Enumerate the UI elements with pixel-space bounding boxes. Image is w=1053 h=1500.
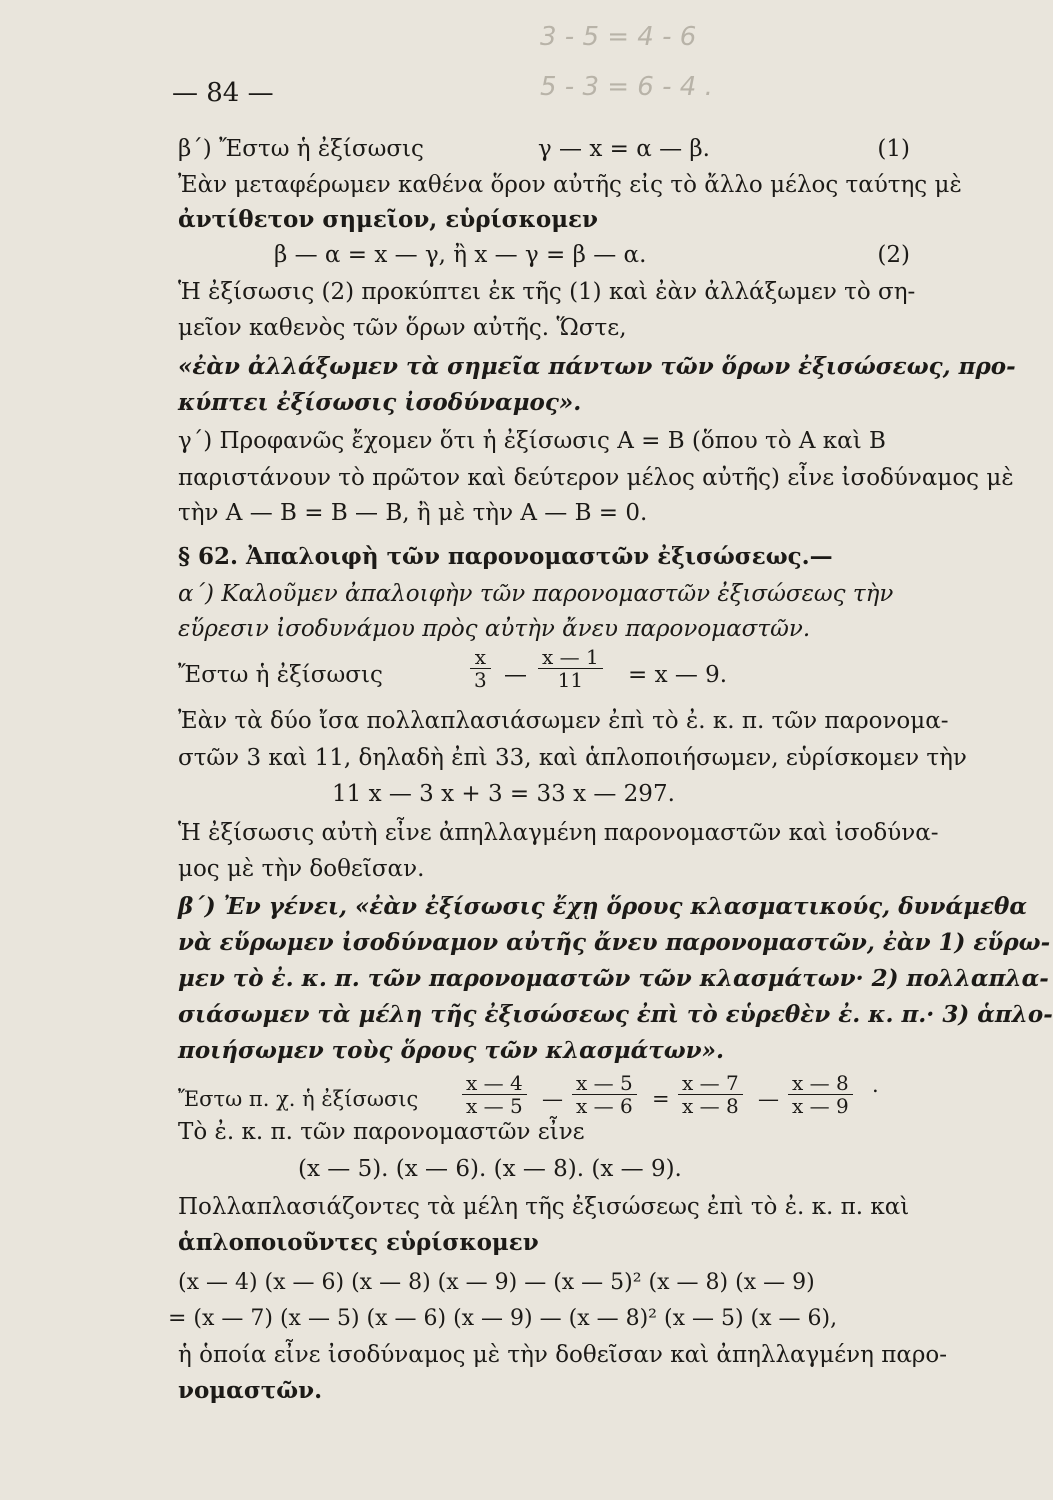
text-line: Πολλαπλασιάζοντες τὰ μέλη τῆς ἐξισώσεως ἐπὶ τὸ ἐ. κ. π. καὶ (178, 1194, 910, 1220)
rule-statement: «ἐὰν ἀλλάξωμεν τὰ σημεῖα πάντων τῶν ὅρων ἐξισώσεως, προ- (178, 353, 1016, 380)
text-line: ἡ ὁποία εἶνε ἰσοδύναμος μὲ τὴν δοθεῖσαν καὶ ἀπηλλαγμένη παρο- (178, 1342, 948, 1368)
equation-1: γ — x = α — β. (538, 136, 710, 162)
equation-line-5: (x — 4) (x — 6) (x — 8) (x — 9) — (x — 5)² (x — 8) (x — 9) (178, 1270, 815, 1295)
text-line: μος μὲ τὴν δοθεῖσαν. (178, 856, 425, 882)
text-line: μεῖον καθενὸς τῶν ὅρων αὐτῆς. Ὥστε, (178, 315, 627, 341)
text-line: Τὸ ἐ. κ. π. τῶν παρονομαστῶν εἶνε (178, 1119, 585, 1145)
text-line: Ἡ ἐξίσωσις (2) προκύπτει ἐκ τῆς (1) καὶ ἐὰν ἀλλάξωμεν τὸ ση- (178, 279, 916, 305)
rule-statement: β΄) Ἐν γένει, «ἐὰν ἐξίσωσις ἔχῃ ὅρους κλασματικούς, δυνάμεθα (178, 893, 1028, 920)
text-line: ἀντίθετον σημεῖον, εὑρίσκομεν (178, 206, 598, 233)
text-line: Ἐὰν τὰ δύο ἴσα πολλαπλασιάσωμεν ἐπὶ τὸ ἐ. κ. π. τῶν παρονομα- (178, 708, 949, 734)
equation-line-6: = (x — 7) (x — 5) (x — 6) (x — 9) — (x — 8)² (x — 5) (x — 6), (168, 1306, 838, 1331)
fraction: $\frac{x — 7}{x — 8}$ (678, 1072, 743, 1117)
text-line: γ΄) Προφανῶς ἔχομεν ὅτι ἡ ἐξίσωσις Α = Β (ὅπου τὸ Α καὶ Β (178, 428, 886, 454)
fraction-equation-1: Ἔστω ἡ ἐξίσωσις $\frac{x}{3}$ — $\frac{x — 1}{11}$ = x — 9. (178, 645, 728, 692)
pencil-note-1: 3 - 5 = 4 - 6 (540, 22, 697, 52)
fraction: $\frac{x — 1}{11}$ (538, 646, 603, 691)
page-number: — 84 — (172, 78, 274, 108)
fraction: $\frac{x — 4}{x — 5}$ (462, 1072, 527, 1117)
text-line: τὴν Α — Β = Β — Β, ἢ μὲ τὴν Α — Β = 0. (178, 500, 648, 526)
fraction: $\frac{x}{3}$ (470, 646, 491, 691)
rule-statement: ποιήσωμεν τοὺς ὅρους τῶν κλασμάτων». (178, 1037, 725, 1064)
equation-4: (x — 5). (x — 6). (x — 8). (x — 9). (298, 1156, 682, 1182)
equation-3: 11 x — 3 x + 3 = 33 x — 297. (332, 781, 675, 807)
fraction-equation-2: Ἔστω π. χ. ἡ ἐξίσωσις $\frac{x — 4}{x — 5}$ — $\frac{x — 5}{x — 6}$ = $\frac{x — 7}{x — 8}$ — $\frac{x — 8}{x — 9}$ . (178, 1071, 879, 1118)
definition-line: α΄) Καλοῦμεν ἀπαλοιφὴν τῶν παρονομαστῶν ἐξισώσεως τὴν (178, 581, 894, 607)
rule-statement: σιάσωμεν τὰ μέλη τῆς ἐξισώσεως ἐπὶ τὸ εὑρεθὲν ἐ. κ. π.· 3) ἁπλο- (178, 1001, 1053, 1028)
equation-number-2: (2) (877, 242, 910, 268)
rule-statement: νὰ εὕρωμεν ἰσοδύναμον αὐτῆς ἄνευ παρονομαστῶν, ἐὰν 1) εὕρω- (178, 929, 1051, 956)
text-line: Ἡ ἐξίσωσις αὐτὴ εἶνε ἀπηλλαγμένη παρονομαστῶν καὶ ἰσοδύνα- (178, 820, 939, 846)
equation-line-1: β΄) Ἔστω ἡ ἐξίσωσις γ — x = α — β. (1) (178, 132, 938, 166)
rule-statement: μεν τὸ ἐ. κ. π. τῶν παρονομαστῶν τῶν κλασμάτων· 2) πολλαπλα- (178, 965, 1049, 992)
pencil-note-2: 5 - 3 = 6 - 4 . (540, 72, 713, 102)
section-heading: § 62. Ἀπαλοιφὴ τῶν παρονομαστῶν ἐξισώσεως.— (178, 543, 833, 570)
text-line: ἁπλοποιοῦντες εὑρίσκομεν (178, 1229, 539, 1256)
rule-statement: κύπτει ἐξίσωσις ἰσοδύναμος». (178, 389, 582, 416)
equation-number-1: (1) (877, 136, 910, 162)
fraction: $\frac{x — 5}{x — 6}$ (572, 1072, 637, 1117)
equation-2: β — α = x — γ, ἢ x — γ = β — α. (274, 242, 647, 268)
fraction: $\frac{x — 8}{x — 9}$ (788, 1072, 853, 1117)
text-line: στῶν 3 καὶ 11, δηλαδὴ ἐπὶ 33, καὶ ἁπλοποιήσωμεν, εὑρίσκομεν τὴν (178, 745, 967, 771)
text-line: παριστάνουν τὸ πρῶτον καὶ δεύτερον μέλος αὐτῆς) εἶνε ἰσοδύναμος μὲ (178, 465, 1014, 491)
definition-line: εὕρεσιν ἰσοδυνάμου πρὸς αὐτὴν ἄνευ παρονομαστῶν. (178, 616, 811, 642)
text-line: Ἐὰν μεταφέρωμεν καθένα ὅρον αὐτῆς εἰς τὸ ἄλλο μέλος ταύτης μὲ (178, 172, 962, 198)
text-line: νομαστῶν. (178, 1377, 323, 1404)
